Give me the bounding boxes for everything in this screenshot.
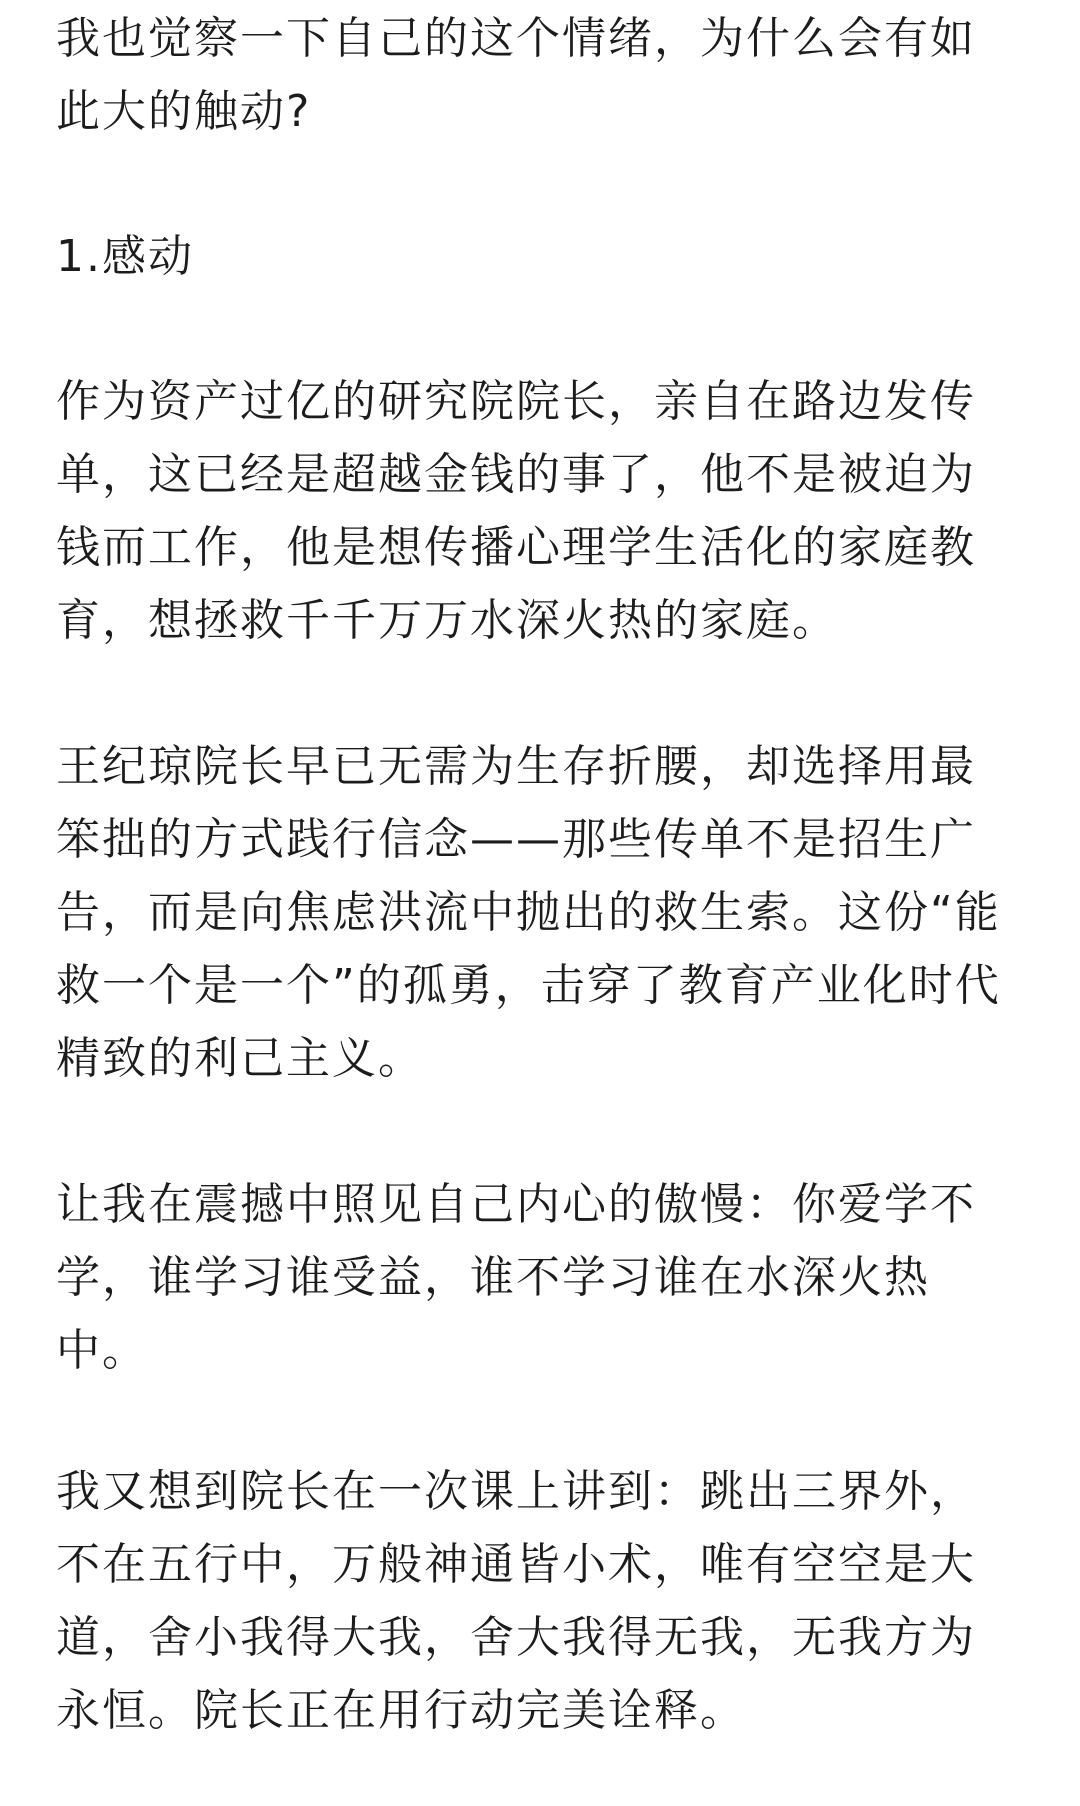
paragraph-lecture-quote: 我又想到院长在一次课上讲到：跳出三界外， 不在五行中，万般神通皆小术，唯有空空是大 道，舍小我得大我，舍大我得无我，无我方为 永恒。院长正在用行动完美诠释。 [56, 1466, 976, 1736]
paragraph-flyers: 作为资产过亿的研究院院长，亲自在路边发传 单，这已经是超越金钱的事了，他不是被迫为 钱而工作，他是想传播心理学生活化的家庭教 育，想拯救千千万万水深火热的家庭。 [56, 376, 976, 646]
paragraph-conviction: 王纪琼院长早已无需为生存折腰，却选择用最 笨拙的方式践行信念——那些传单不是招生广 告，而是向焦虑洪流中抛出的救生索。这份“能 救一个是一个”的孤勇，击穿了教育产业化时代 精致的利己主义。 [56, 741, 1001, 1084]
section-heading-moved: 1.感动 [56, 231, 194, 282]
paragraph-arrogance: 让我在震撼中照见自己内心的傲慢：你爱学不 学，谁学习谁受益，谁不学习谁在水深火热 中。 [56, 1179, 976, 1376]
paragraph-reflection-intro: 我也觉察一下自己的这个情绪，为什么会有如 此大的触动? [56, 13, 976, 137]
